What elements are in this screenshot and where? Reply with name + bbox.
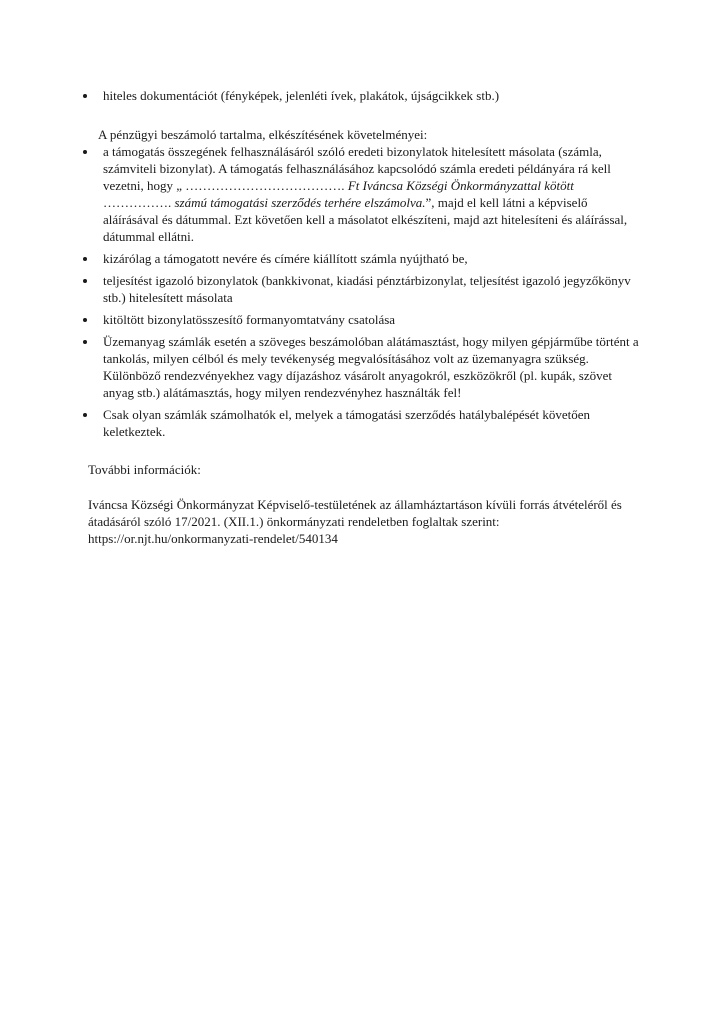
list-item-text: hiteles dokumentációt (fényképek, jelenléti ívek, plakátok, újságcikkek stb.) bbox=[103, 88, 500, 103]
list-item-text: kizárólag a támogatott nevére és címére kiállított számla nyújtható be, bbox=[103, 251, 468, 266]
list-item bbox=[80, 143, 640, 245]
list-item-text: ……………. bbox=[103, 195, 175, 210]
documentation-list bbox=[80, 87, 640, 104]
list-item-text: a támogatás összegének felhasználásáról szóló eredeti bizonylatok hitelesített másolata (számla, számviteli bizonylat). A támogatás felhasználásához kapcsolódó számla eredeti példányára rá kell vezetni, hogy „ ………………………………. bbox=[103, 144, 611, 193]
bullet-icon bbox=[83, 94, 87, 98]
bullet-icon bbox=[83, 257, 87, 261]
bullet-icon bbox=[83, 413, 87, 417]
list-item bbox=[80, 250, 640, 267]
list-item bbox=[80, 272, 640, 306]
list-item-text: ”, majd el kell látni a képviselő aláírásával és dátummal. Ezt követően kell a másolatot elkészíteni, majd azt hitelesíteni és aláírással, dátummal ellátni. bbox=[103, 195, 628, 244]
bullet-icon bbox=[83, 340, 87, 344]
list-item bbox=[80, 406, 640, 440]
italic-text: Ft Iváncsa Községi Önkormányzattal kötött bbox=[347, 178, 574, 193]
bullet-icon bbox=[83, 279, 87, 283]
list-item-text: teljesítést igazoló bizonylatok (bankkivonat, kiadási pénztárbizonylat, teljesítést igazoló jegyzőkönyv stb.) hitelesített másolata bbox=[103, 273, 631, 305]
list-item-text: Üzemanyag számlák esetén a szöveges beszámolóban alátámasztást, hogy milyen gépjárműbe történt a tankolás, milyen célból és mely tevékenység megvalósításához volt az üzemanyagra szükség. Különböző rendezvényekhez vagy díjazáshoz vásárolt anyagokról, eszközökről (pl. kupák, szövet anyag stb.) alátámasztás, hogy milyen rendezvényhez használták fel! bbox=[103, 334, 639, 400]
list-item bbox=[80, 333, 640, 401]
more-info-heading: További információk: bbox=[88, 462, 201, 477]
list-item-text: Csak olyan számlák számolhatók el, melyek a támogatási szerződés hatálybalépését követően keletkeztek. bbox=[103, 407, 590, 439]
more-info-text: Iváncsa Községi Önkormányzat Képviselő-testületének az államháztartáson kívüli forrás átvételéről és átadásáról szóló 17/2021. (XII.1.) önkormányzati rendeletben foglaltak szerint: https://or.njt.hu/onkormanyzati-rendelet/540134 bbox=[88, 497, 622, 546]
financial-requirements-list bbox=[80, 143, 640, 440]
list-item-text: kitöltött bizonylatösszesítő formanyomtatvány csatolása bbox=[103, 312, 396, 327]
list-item bbox=[80, 311, 640, 328]
bullet-icon bbox=[83, 150, 87, 154]
financial-report-intro: A pénzügyi beszámoló tartalma, elkészítésének követelményei: bbox=[98, 127, 428, 142]
bullet-icon bbox=[83, 318, 87, 322]
italic-text: számú támogatási szerződés terhére elszámolva. bbox=[174, 195, 426, 210]
list-item bbox=[80, 87, 640, 104]
